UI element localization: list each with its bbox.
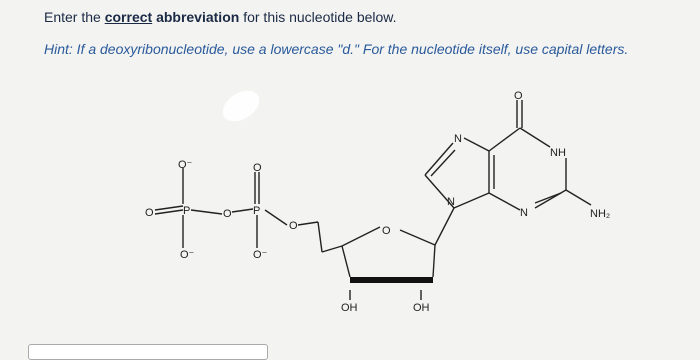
oh-3prime-label: OH <box>341 302 358 314</box>
phosphate1-o-minus-label: O⁻ <box>178 159 193 171</box>
phosphate2-o-minus-label: O⁻ <box>253 249 268 261</box>
sugar-bold-edge <box>350 277 433 283</box>
carbonyl-o-label: O <box>514 90 523 102</box>
n1h-label: NH <box>550 147 566 159</box>
n9-label: N <box>447 196 455 208</box>
question-prefix: Enter the <box>44 9 105 25</box>
ring-o-label: O <box>382 225 391 237</box>
phosphate1-double-o-label: O <box>145 207 154 219</box>
oh-2prime-label: OH <box>413 302 430 314</box>
amino-label: NH₂ <box>590 208 611 220</box>
structure-bonds <box>155 100 591 300</box>
question-suffix: for this nucleotide below. <box>239 9 397 25</box>
phosphate2-o-top-label: O <box>253 162 262 174</box>
phosphate1-p-label: P <box>183 205 191 217</box>
n3-label: N <box>520 207 528 219</box>
n7-label: N <box>454 133 462 145</box>
question-abbreviation-emphasis: abbreviation <box>156 9 240 25</box>
ester-o-label: O <box>289 220 298 232</box>
phosphate2-p-label: P <box>253 205 261 217</box>
question-correct-emphasis: correct <box>104 9 153 25</box>
answer-input[interactable] <box>28 344 268 360</box>
hint-text: Hint: If a deoxyribonucleotide, use a lowercase "d." For the nucleotide itself, use capital letters. <box>44 41 629 57</box>
phosphate1-o-minus-bottom-label: O⁻ <box>180 249 195 261</box>
bridging-o-label: O <box>223 208 232 220</box>
